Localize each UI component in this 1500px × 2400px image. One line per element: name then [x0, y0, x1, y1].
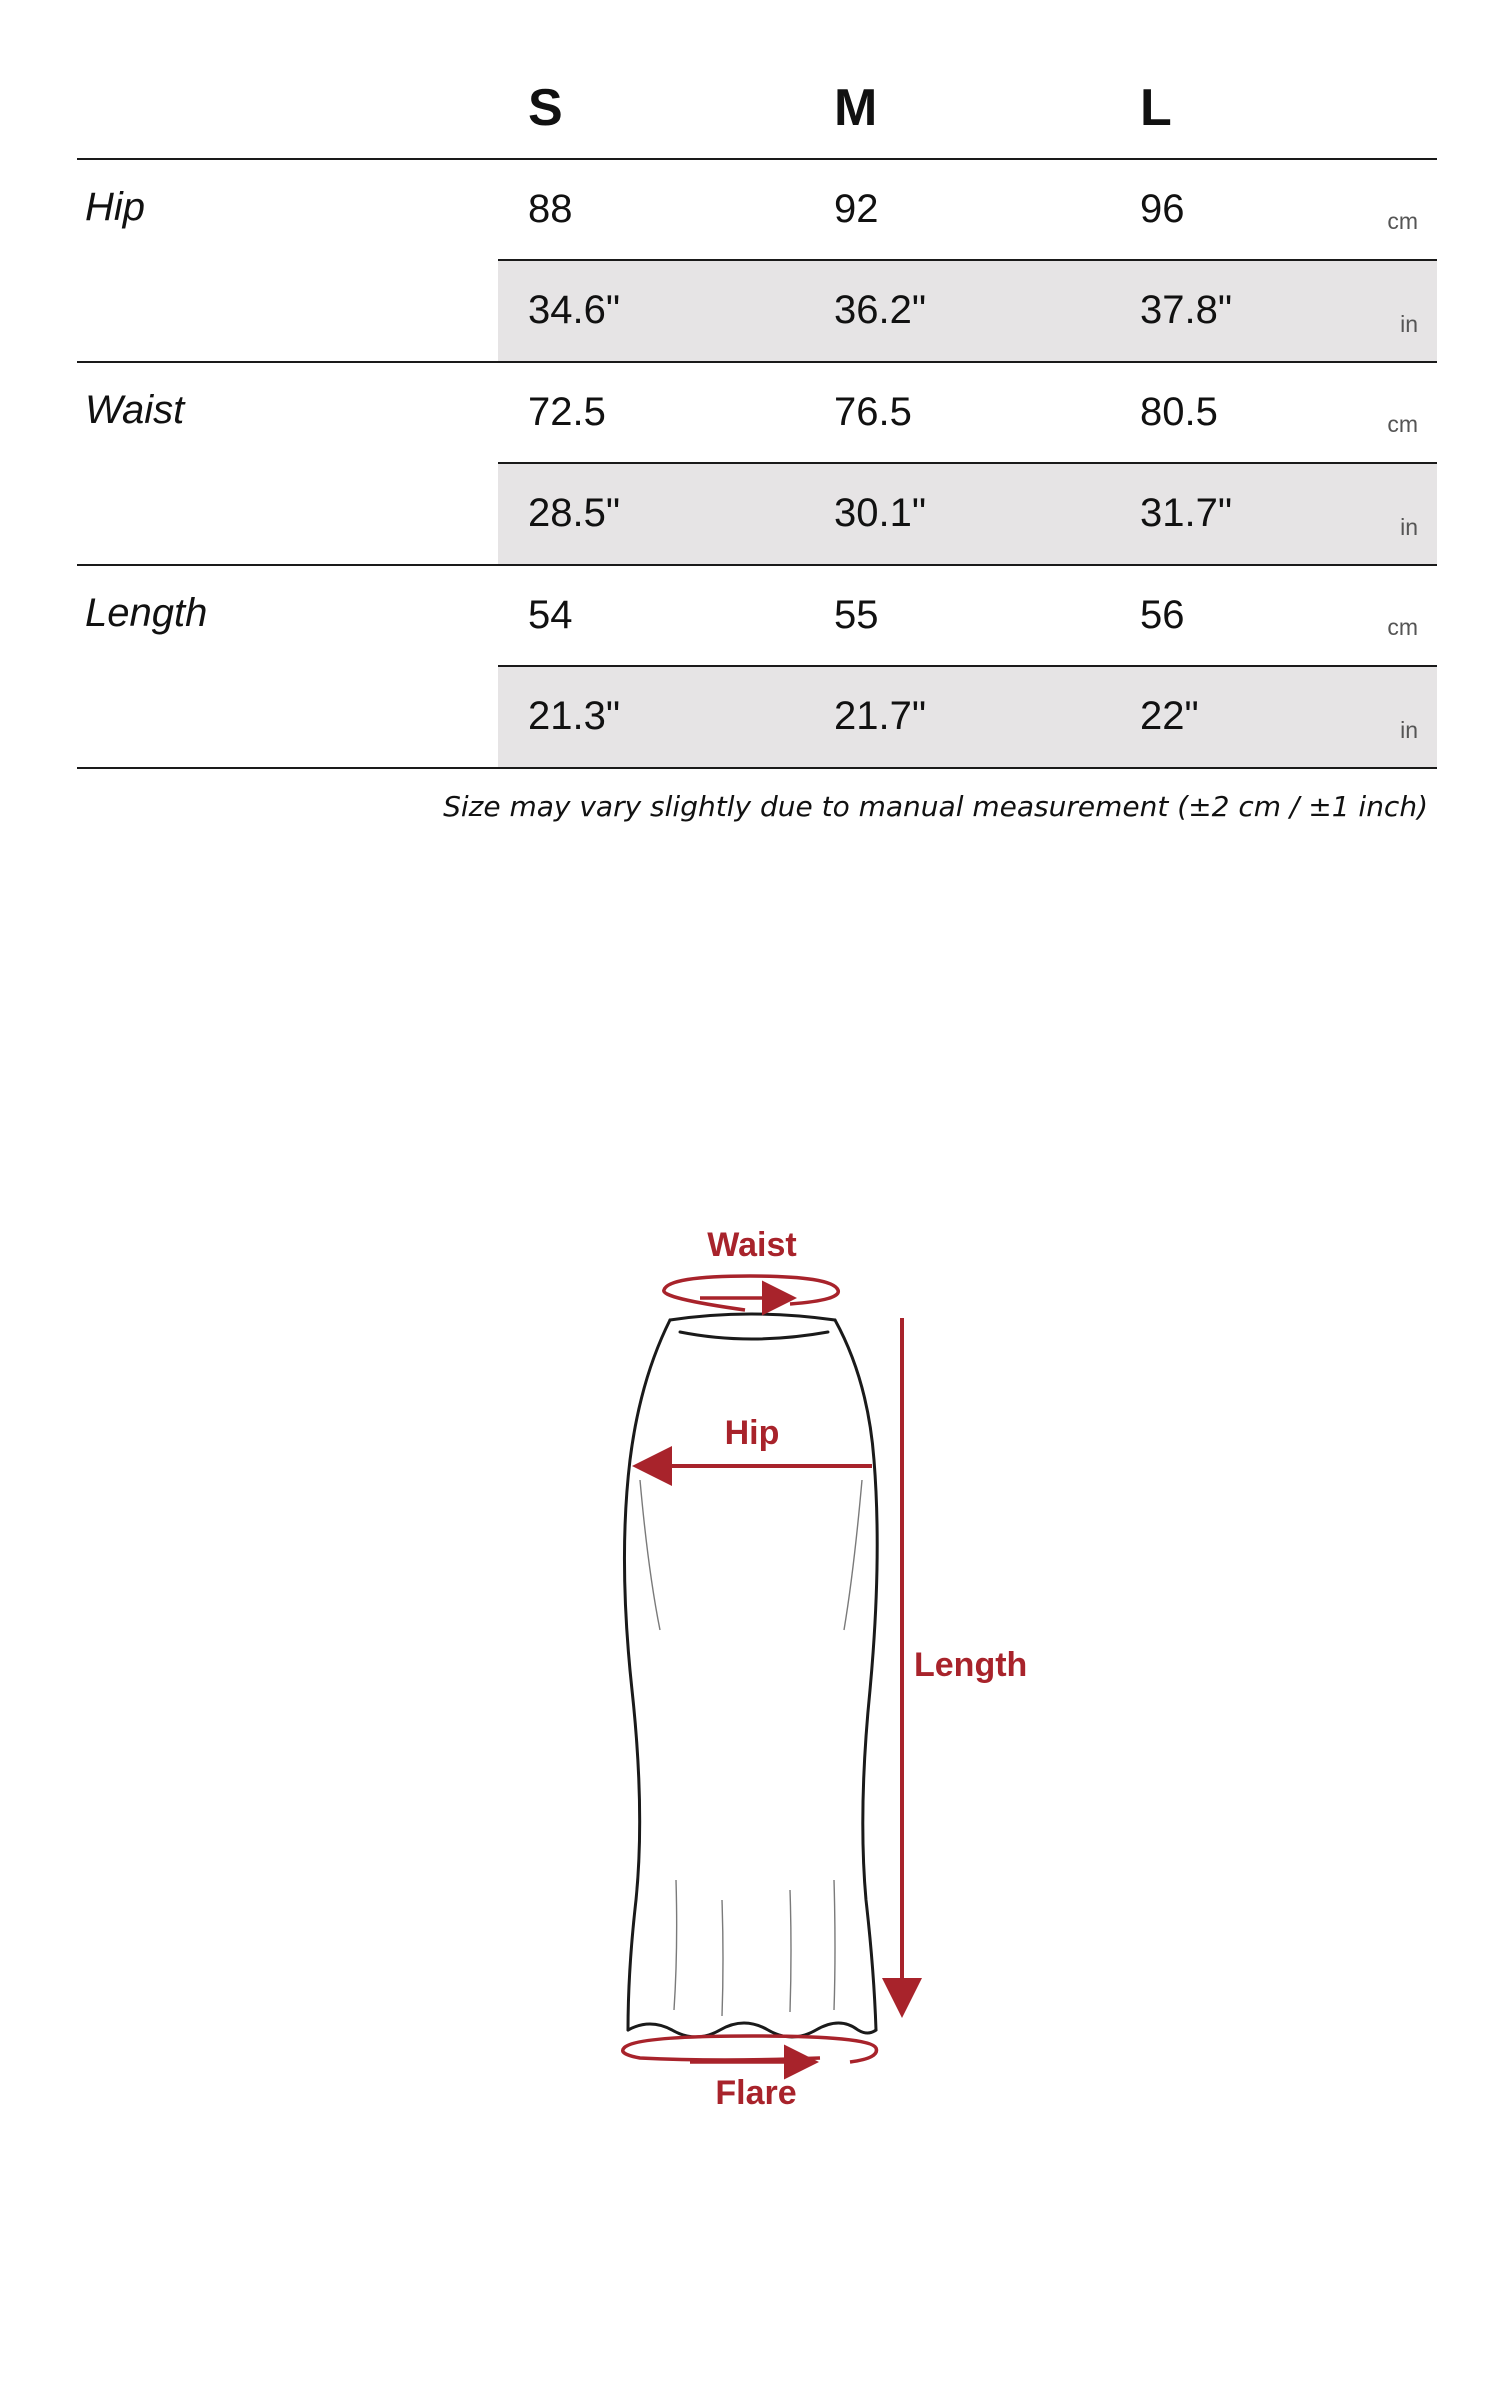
waist-s-in: 28.5" — [528, 491, 621, 535]
hip-l-cm: 96 — [1140, 187, 1185, 231]
skirt-right-side — [835, 1320, 877, 2030]
skirt-drape-lines — [640, 1480, 862, 2016]
waist-m-in: 30.1" — [834, 491, 927, 535]
length-s-cm: 54 — [528, 593, 573, 637]
length-l-in: 22" — [1140, 694, 1199, 738]
length-label: Length — [914, 1646, 1028, 1684]
flare-loop — [623, 2036, 877, 2062]
length-l-cm: 56 — [1140, 593, 1185, 637]
waist-s-cm: 72.5 — [528, 390, 606, 434]
unit-in: in — [1400, 717, 1418, 743]
hip-m-in: 36.2" — [834, 288, 927, 332]
hip-s-in: 34.6" — [528, 288, 621, 332]
skirt-waistband-top — [670, 1314, 835, 1320]
unit-in: in — [1400, 311, 1418, 337]
unit-in: in — [1400, 514, 1418, 540]
flare-label: Flare — [715, 2074, 797, 2112]
waist-loop — [664, 1276, 838, 1310]
hip-s-cm: 88 — [528, 187, 573, 231]
unit-cm: cm — [1387, 208, 1418, 234]
measurement-note: Size may vary slightly due to manual measurement (±2 cm / ±1 inch) — [443, 790, 1428, 823]
size-header-m: M — [834, 79, 878, 137]
row-label-hip: Hip — [85, 185, 146, 229]
waist-l-in: 31.7" — [1140, 491, 1233, 535]
hip-l-in: 37.8" — [1140, 288, 1233, 332]
row-label-waist: Waist — [85, 388, 185, 432]
hip-label: Hip — [724, 1414, 780, 1452]
length-m-in: 21.7" — [834, 694, 927, 738]
waist-l-cm: 80.5 — [1140, 390, 1218, 434]
waist-label: Waist — [707, 1226, 797, 1264]
size-header-s: S — [528, 79, 563, 137]
length-s-in: 21.3" — [528, 694, 621, 738]
unit-cm: cm — [1387, 411, 1418, 437]
flare-measurement — [623, 2036, 877, 2112]
size-header-l: L — [1140, 79, 1172, 137]
hip-m-cm: 92 — [834, 187, 879, 231]
length-m-cm: 55 — [834, 593, 879, 637]
length-measurement — [902, 1318, 1027, 2010]
skirt-left-side — [624, 1320, 670, 2030]
hip-measurement — [640, 1414, 872, 1466]
row-label-length: Length — [85, 591, 208, 635]
skirt-waistband-bottom — [680, 1332, 828, 1339]
unit-cm: cm — [1387, 614, 1418, 640]
waist-m-cm: 76.5 — [834, 390, 912, 434]
waist-measurement — [664, 1226, 838, 1310]
